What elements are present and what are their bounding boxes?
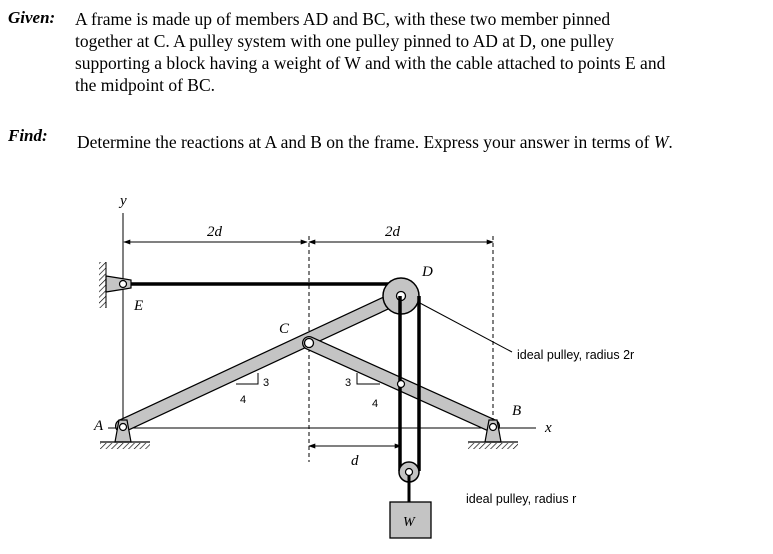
given-line-1: A frame is made up of members AD and BC, with these two member pinned — [75, 9, 611, 29]
slope-rise-bc: 3 — [345, 377, 352, 389]
find-symbol-w: W — [653, 132, 669, 152]
note-bottom-pulley: ideal pulley, radius r — [466, 492, 577, 506]
slope-rise-ad: 3 — [263, 377, 270, 389]
dim-left-label: 2d — [207, 224, 222, 240]
dim-bottom-label: d — [351, 453, 359, 469]
axis-x-label: x — [545, 420, 552, 436]
pin-c — [305, 339, 314, 348]
block-w-label: W — [403, 515, 415, 530]
point-b-label: B — [512, 403, 522, 419]
support-e — [106, 276, 131, 292]
slope-run-bc: 4 — [372, 398, 379, 410]
pin-midpoint-bc — [398, 381, 405, 388]
given-label: Given: — [8, 8, 56, 27]
point-d-label: D — [422, 264, 433, 280]
dim-right-label: 2d — [385, 224, 400, 240]
find-text-body: Determine the reactions at A and B on the frame. Express your answer in terms of — [77, 132, 654, 152]
point-c-label: C — [279, 321, 290, 337]
find-label: Find: — [8, 126, 48, 145]
given-line-4: the midpoint of BC. — [75, 75, 215, 95]
pulley-bottom-pin — [406, 469, 413, 476]
given-line-3: supporting a block having a weight of W and with the cable attached to points E and — [75, 53, 666, 73]
slope-run-ad: 4 — [240, 394, 247, 406]
point-e-label: E — [134, 298, 144, 314]
ground-b-hatch — [468, 443, 518, 449]
support-e-pin — [120, 281, 127, 288]
ground-a-hatch — [100, 443, 150, 449]
wall-hatch — [99, 262, 106, 308]
support-b-pin — [490, 424, 497, 431]
note-top-pulley: ideal pulley, radius 2r — [517, 348, 635, 362]
given-line-2: together at C. A pulley system with one pulley pinned to AD at D, one pulley — [75, 31, 615, 51]
axis-y-label: y — [120, 193, 127, 209]
find-text-period: . — [668, 132, 673, 152]
point-a-label: A — [94, 418, 104, 434]
leader-top-pulley — [418, 302, 512, 352]
support-a-pin — [120, 424, 127, 431]
